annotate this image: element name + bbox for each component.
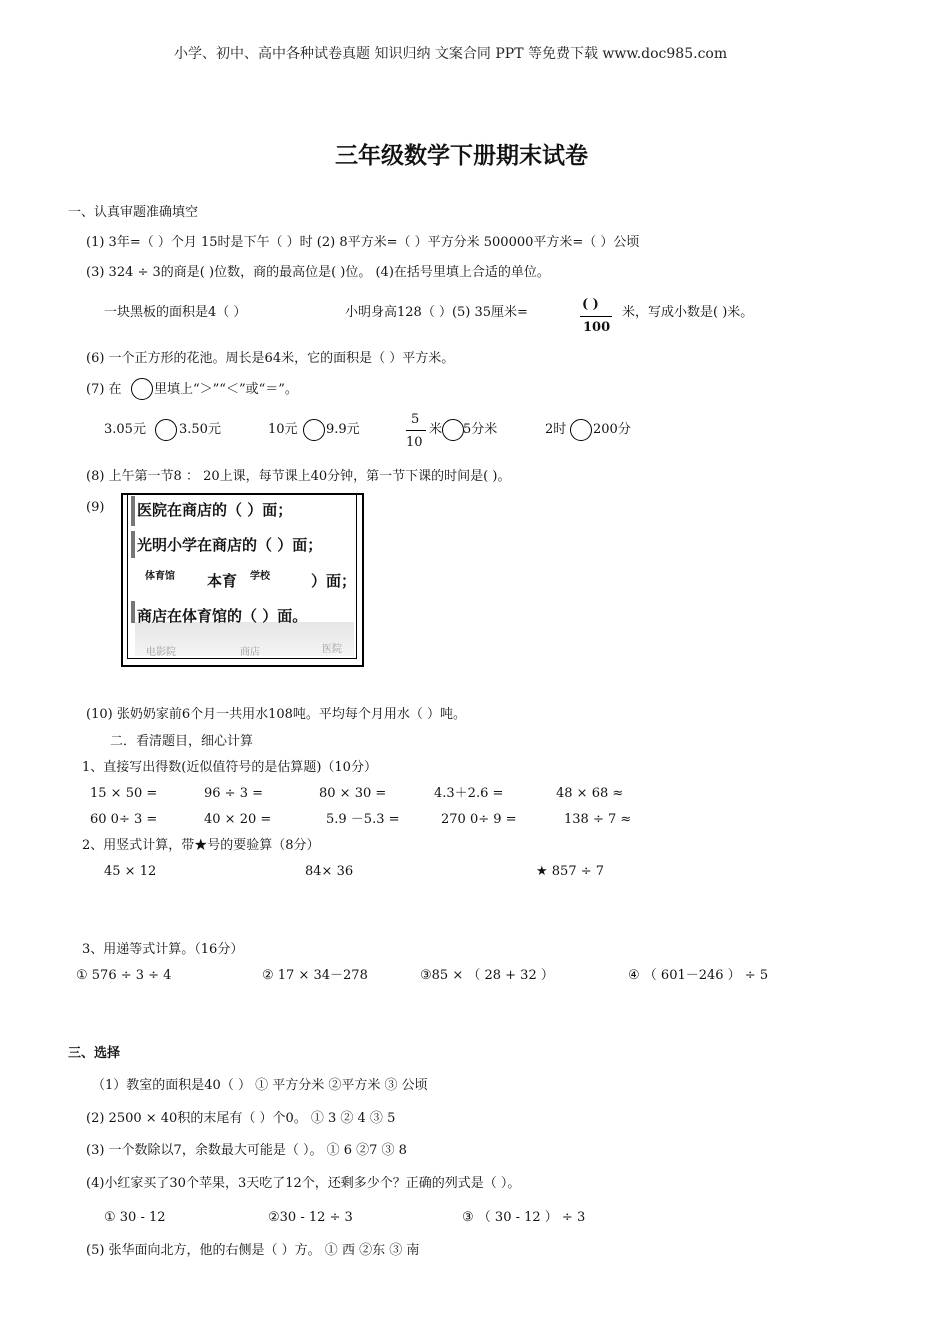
map-label-gym: 体育馆 xyxy=(145,571,175,582)
calc-row-1-item-5: 48 × 68 ≈ xyxy=(556,786,624,801)
compare-2-left: 10元 xyxy=(268,422,298,437)
map-question-hospital: 医院在商店的（ ）面； xyxy=(137,501,293,519)
compare-4-right: 200分 xyxy=(593,422,631,437)
compare-3-numerator: 5 xyxy=(411,412,420,427)
map-figure-top-edge xyxy=(121,493,364,495)
fraction-numerator: ( ) xyxy=(582,297,599,312)
vertical-calc-3: ★ 857 ÷ 7 xyxy=(536,864,605,879)
strip-label-cinema: 电影院 xyxy=(146,647,176,658)
compare-circle-2[interactable] xyxy=(303,419,325,441)
page-title: 三年级数学下册期末试卷 xyxy=(335,143,588,169)
map-left-bar-1 xyxy=(131,496,135,526)
compare-circle-1[interactable] xyxy=(155,419,177,441)
question-7-suffix: 里填上“＞”“＜”或“＝”。 xyxy=(154,382,298,397)
section-1-heading: 一、认真审题准确填空 xyxy=(68,205,199,220)
strip-label-store: 商店 xyxy=(240,647,260,658)
compare-circle-3[interactable] xyxy=(442,419,464,441)
calc-row-2-item-2: 40 × 20 = xyxy=(204,812,272,827)
choice-4: (4)小红家买了30个苹果，3天吃了12个，还剩多少个？正确的列式是（ ）。 xyxy=(86,1176,521,1191)
compare-3-right: 5分米 xyxy=(463,422,498,437)
calc-row-2-item-3: 5.9 －5.3 = xyxy=(326,812,400,827)
map-label-overlap: 本育 xyxy=(207,572,238,590)
question-8: (8) 上午第一节8 ： 20上课，每节课上40分钟，第一节下课的时间是( )。 xyxy=(86,469,511,484)
map-label-school: 学校 xyxy=(250,571,270,582)
compare-3-fraction-bar xyxy=(406,430,426,431)
map-question-3-tail: ）面； xyxy=(311,572,357,590)
compare-4-left: 2时 xyxy=(545,422,567,437)
compare-1-right: 3.50元 xyxy=(179,422,221,437)
choice-5: (5) 张华面向北方，他的右侧是（ ）方。 ① 西 ②东 ③ 南 xyxy=(86,1243,420,1258)
choice-1: （1）教室的面积是40（ ） ① 平方分米 ②平方米 ③ 公顷 xyxy=(92,1078,428,1093)
strip-label-hospital: 医院 xyxy=(322,644,342,655)
vertical-calc-2: 84× 36 xyxy=(305,864,354,879)
compare-1-left: 3.05元 xyxy=(104,422,146,437)
calc-part-2-heading: 2、用竖式计算，带★号的要验算（8分） xyxy=(82,838,320,853)
calc-row-1-item-4: 4.3＋2.6 = xyxy=(434,786,504,801)
fraction-denominator: 100 xyxy=(583,320,611,335)
question-3-4: (3) 324 ÷ 3的商是( )位数，商的最高位是( )位。 (4)在括号里填上合适的单位。 xyxy=(86,265,550,280)
compare-3-unit: 米 xyxy=(429,422,443,437)
question-4-height-5-lead: 小明身高128（ ）(5) 35厘米= xyxy=(345,305,528,320)
page-header: 小学、初中、高中各种试卷真题 知识归纳 文案合同 PPT 等免费下载 www.doc985.com xyxy=(174,46,728,62)
compare-3-denominator: 10 xyxy=(406,435,423,450)
question-10: (10) 张奶奶家前6个月一共用水108吨。平均每个月用水（ ）吨。 xyxy=(86,707,467,722)
question-6: (6) 一个正方形的花池。周长是64米，它的面积是（ ）平方米。 xyxy=(86,351,455,366)
calc-row-2-item-1: 60 0÷ 3 = xyxy=(90,812,158,827)
choice-2: (2) 2500 × 40积的末尾有（ ）个0。 ① 3 ② 4 ③ 5 xyxy=(86,1111,396,1126)
choice-3: (3) 一个数除以7，余数最大可能是（ ）。 ① 6 ②7 ③ 8 xyxy=(86,1143,407,1158)
fraction-bar xyxy=(580,316,612,317)
step-calc-2: ② 17 × 34－278 xyxy=(262,968,368,983)
calc-row-2-item-5: 138 ÷ 7 ≈ xyxy=(564,812,632,827)
calc-row-2-item-4: 270 0÷ 9 = xyxy=(441,812,517,827)
step-calc-3: ③85 × （ 28 + 32 ） xyxy=(420,968,554,983)
question-7-prefix: (7) 在 xyxy=(86,382,122,397)
compare-circle-example xyxy=(131,378,153,400)
question-9-label: (9) xyxy=(86,500,105,515)
step-calc-4: ④ （ 601－246 ） ÷ 5 xyxy=(628,968,769,983)
choice-4-option-3: ③ （ 30 - 12 ） ÷ 3 xyxy=(462,1210,586,1225)
compare-2-right: 9.9元 xyxy=(326,422,360,437)
question-5-tail: 米，写成小数是( )米。 xyxy=(622,305,754,320)
choice-4-option-2: ②30 - 12 ÷ 3 xyxy=(268,1210,353,1225)
calc-part-3-heading: 3、用递等式计算。（16分） xyxy=(82,942,244,957)
map-question-store: 商店在体育馆的（ ）面。 xyxy=(137,607,308,625)
section-3-heading: 三、选择 xyxy=(68,1046,121,1061)
calc-part-1-heading: 1、直接写出得数(近似值符号的是估算题)（10分） xyxy=(82,760,377,775)
map-left-bar-2 xyxy=(131,531,135,558)
question-4-blackboard: 一块黑板的面积是4（ ） xyxy=(104,305,247,320)
calc-row-1-item-1: 15 × 50 = xyxy=(90,786,158,801)
compare-circle-4[interactable] xyxy=(570,419,592,441)
section-2-heading: 二．看清题目，细心计算 xyxy=(110,734,254,749)
step-calc-1: ① 576 ÷ 3 ÷ 4 xyxy=(76,968,172,983)
vertical-calc-1: 45 × 12 xyxy=(104,864,157,879)
map-left-bar-3 xyxy=(131,601,135,623)
calc-row-1-item-2: 96 ÷ 3 = xyxy=(204,786,263,801)
question-1-2: (1) 3年=（ ）个月 15时是下午（ ）时 (2) 8平方米=（ ）平方分米 500000平方米=（ ）公顷 xyxy=(86,235,640,250)
choice-4-option-1: ① 30 - 12 xyxy=(104,1210,166,1225)
map-question-school: 光明小学在商店的（ ）面； xyxy=(137,536,323,554)
calc-row-1-item-3: 80 × 30 = xyxy=(319,786,387,801)
